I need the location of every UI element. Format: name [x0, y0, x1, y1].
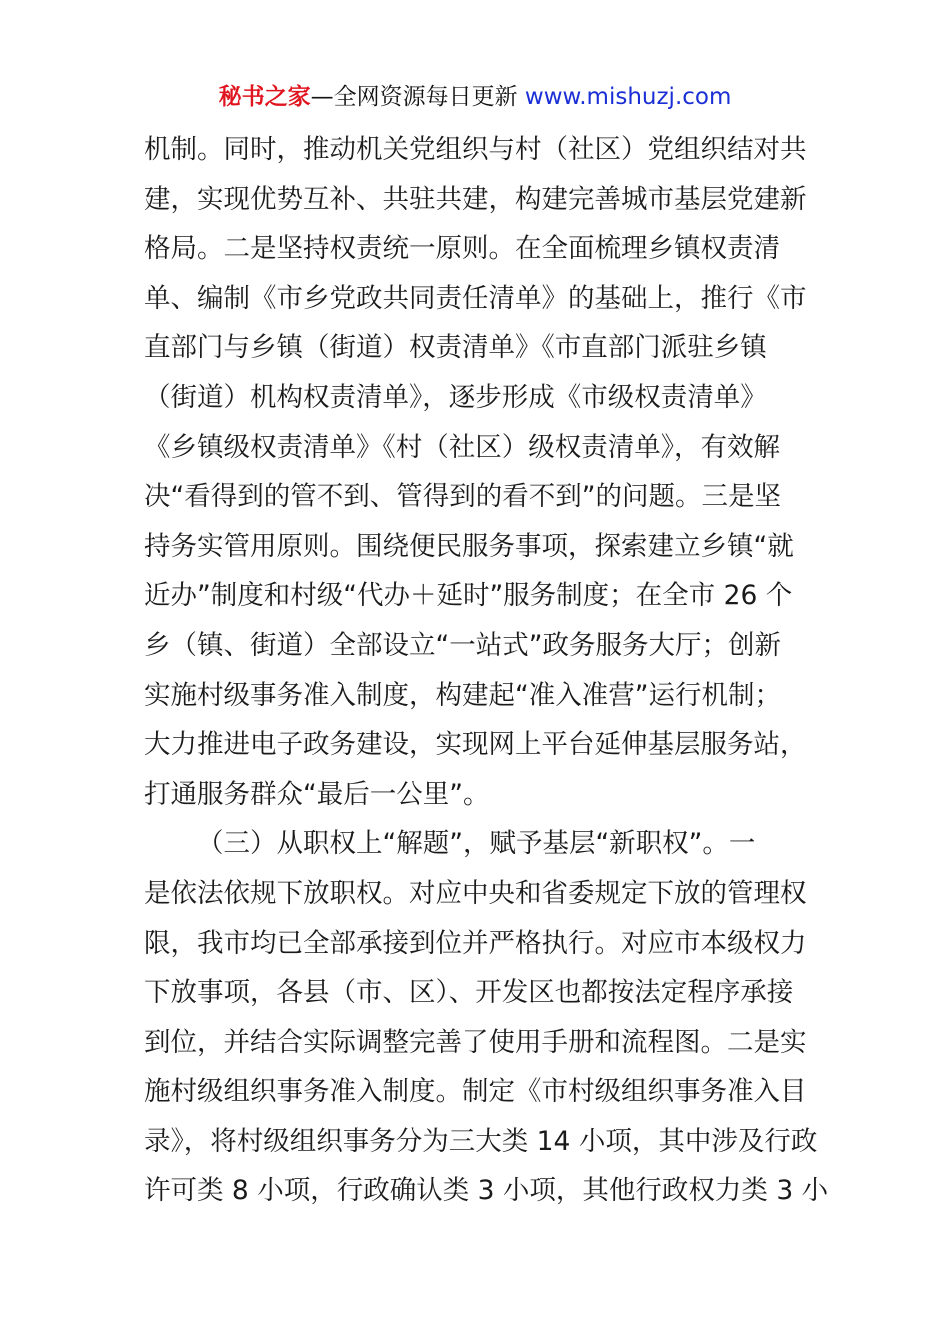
text-line: 乡（镇、街道）全部设立“一站式”政务服务大厅；创新	[144, 629, 781, 661]
text-line: 限，我市均已全部承接到位并严格执行。对应市本级权力	[144, 927, 807, 959]
document-body	[144, 125, 829, 1216]
site-header	[0, 80, 950, 114]
text-line: 下放事项，各县（市、区）、开发区也都按法定程序承接	[144, 977, 794, 1009]
text-line: 单、编制《市乡党政共同责任清单》的基础上，推行《市	[144, 282, 807, 314]
text-line: 实施村级事务准入制度，构建起“准入准营”运行机制；	[144, 679, 781, 711]
text-line: 打通服务群众“最后一公里”。	[144, 778, 490, 810]
text-line: 到位，并结合实际调整完善了使用手册和流程图。二是实	[144, 1026, 807, 1058]
text-line: 施村级组织事务准入制度。制定《市村级组织事务准入目	[144, 1076, 807, 1108]
site-url-link[interactable]: www.mishuzj.com	[524, 84, 732, 110]
text-line: 决“看得到的管不到、管得到的看不到”的问题。三是坚	[144, 481, 781, 513]
text-line: 《乡镇级权责清单》《村（社区）级权责清单》，有效解	[144, 431, 780, 463]
text-line: 大力推进电子政务建设，实现网上平台延伸基层服务站，	[144, 729, 807, 761]
text-line: 直部门与乡镇（街道）权责清单》《市直部门派驻乡镇	[144, 332, 767, 364]
site-brand: 秘书之家	[218, 84, 311, 110]
text-line: 近办”制度和村级“代办＋延时”服务制度；在全市 26 个	[144, 580, 793, 612]
text-line: 建，实现优势互补、共驻共建，构建完善城市基层党建新	[144, 183, 807, 215]
section-heading-line: （三）从职权上“解题”，赋予基层“新职权”。一	[197, 828, 756, 860]
text-line: 许可类 8 小项，行政确认类 3 小项，其他行政权力类 3 小	[144, 1175, 829, 1207]
site-slogan: —全网资源每日更新	[310, 84, 518, 110]
text-line: 录》，将村级组织事务分为三大类 14 小项，其中涉及行政	[144, 1125, 818, 1157]
text-line: 持务实管用原则。围绕便民服务事项，探索建立乡镇“就	[144, 530, 794, 562]
text-line: 格局。二是坚持权责统一原则。在全面梳理乡镇权责清	[144, 233, 780, 265]
text-line: 是依法依规下放职权。对应中央和省委规定下放的管理权	[144, 877, 807, 909]
text-line: 机制。同时，推动机关党组织与村（社区）党组织结对共	[144, 134, 807, 165]
text-line: （街道）机构权责清单》，逐步形成《市级权责清单》	[144, 381, 767, 413]
